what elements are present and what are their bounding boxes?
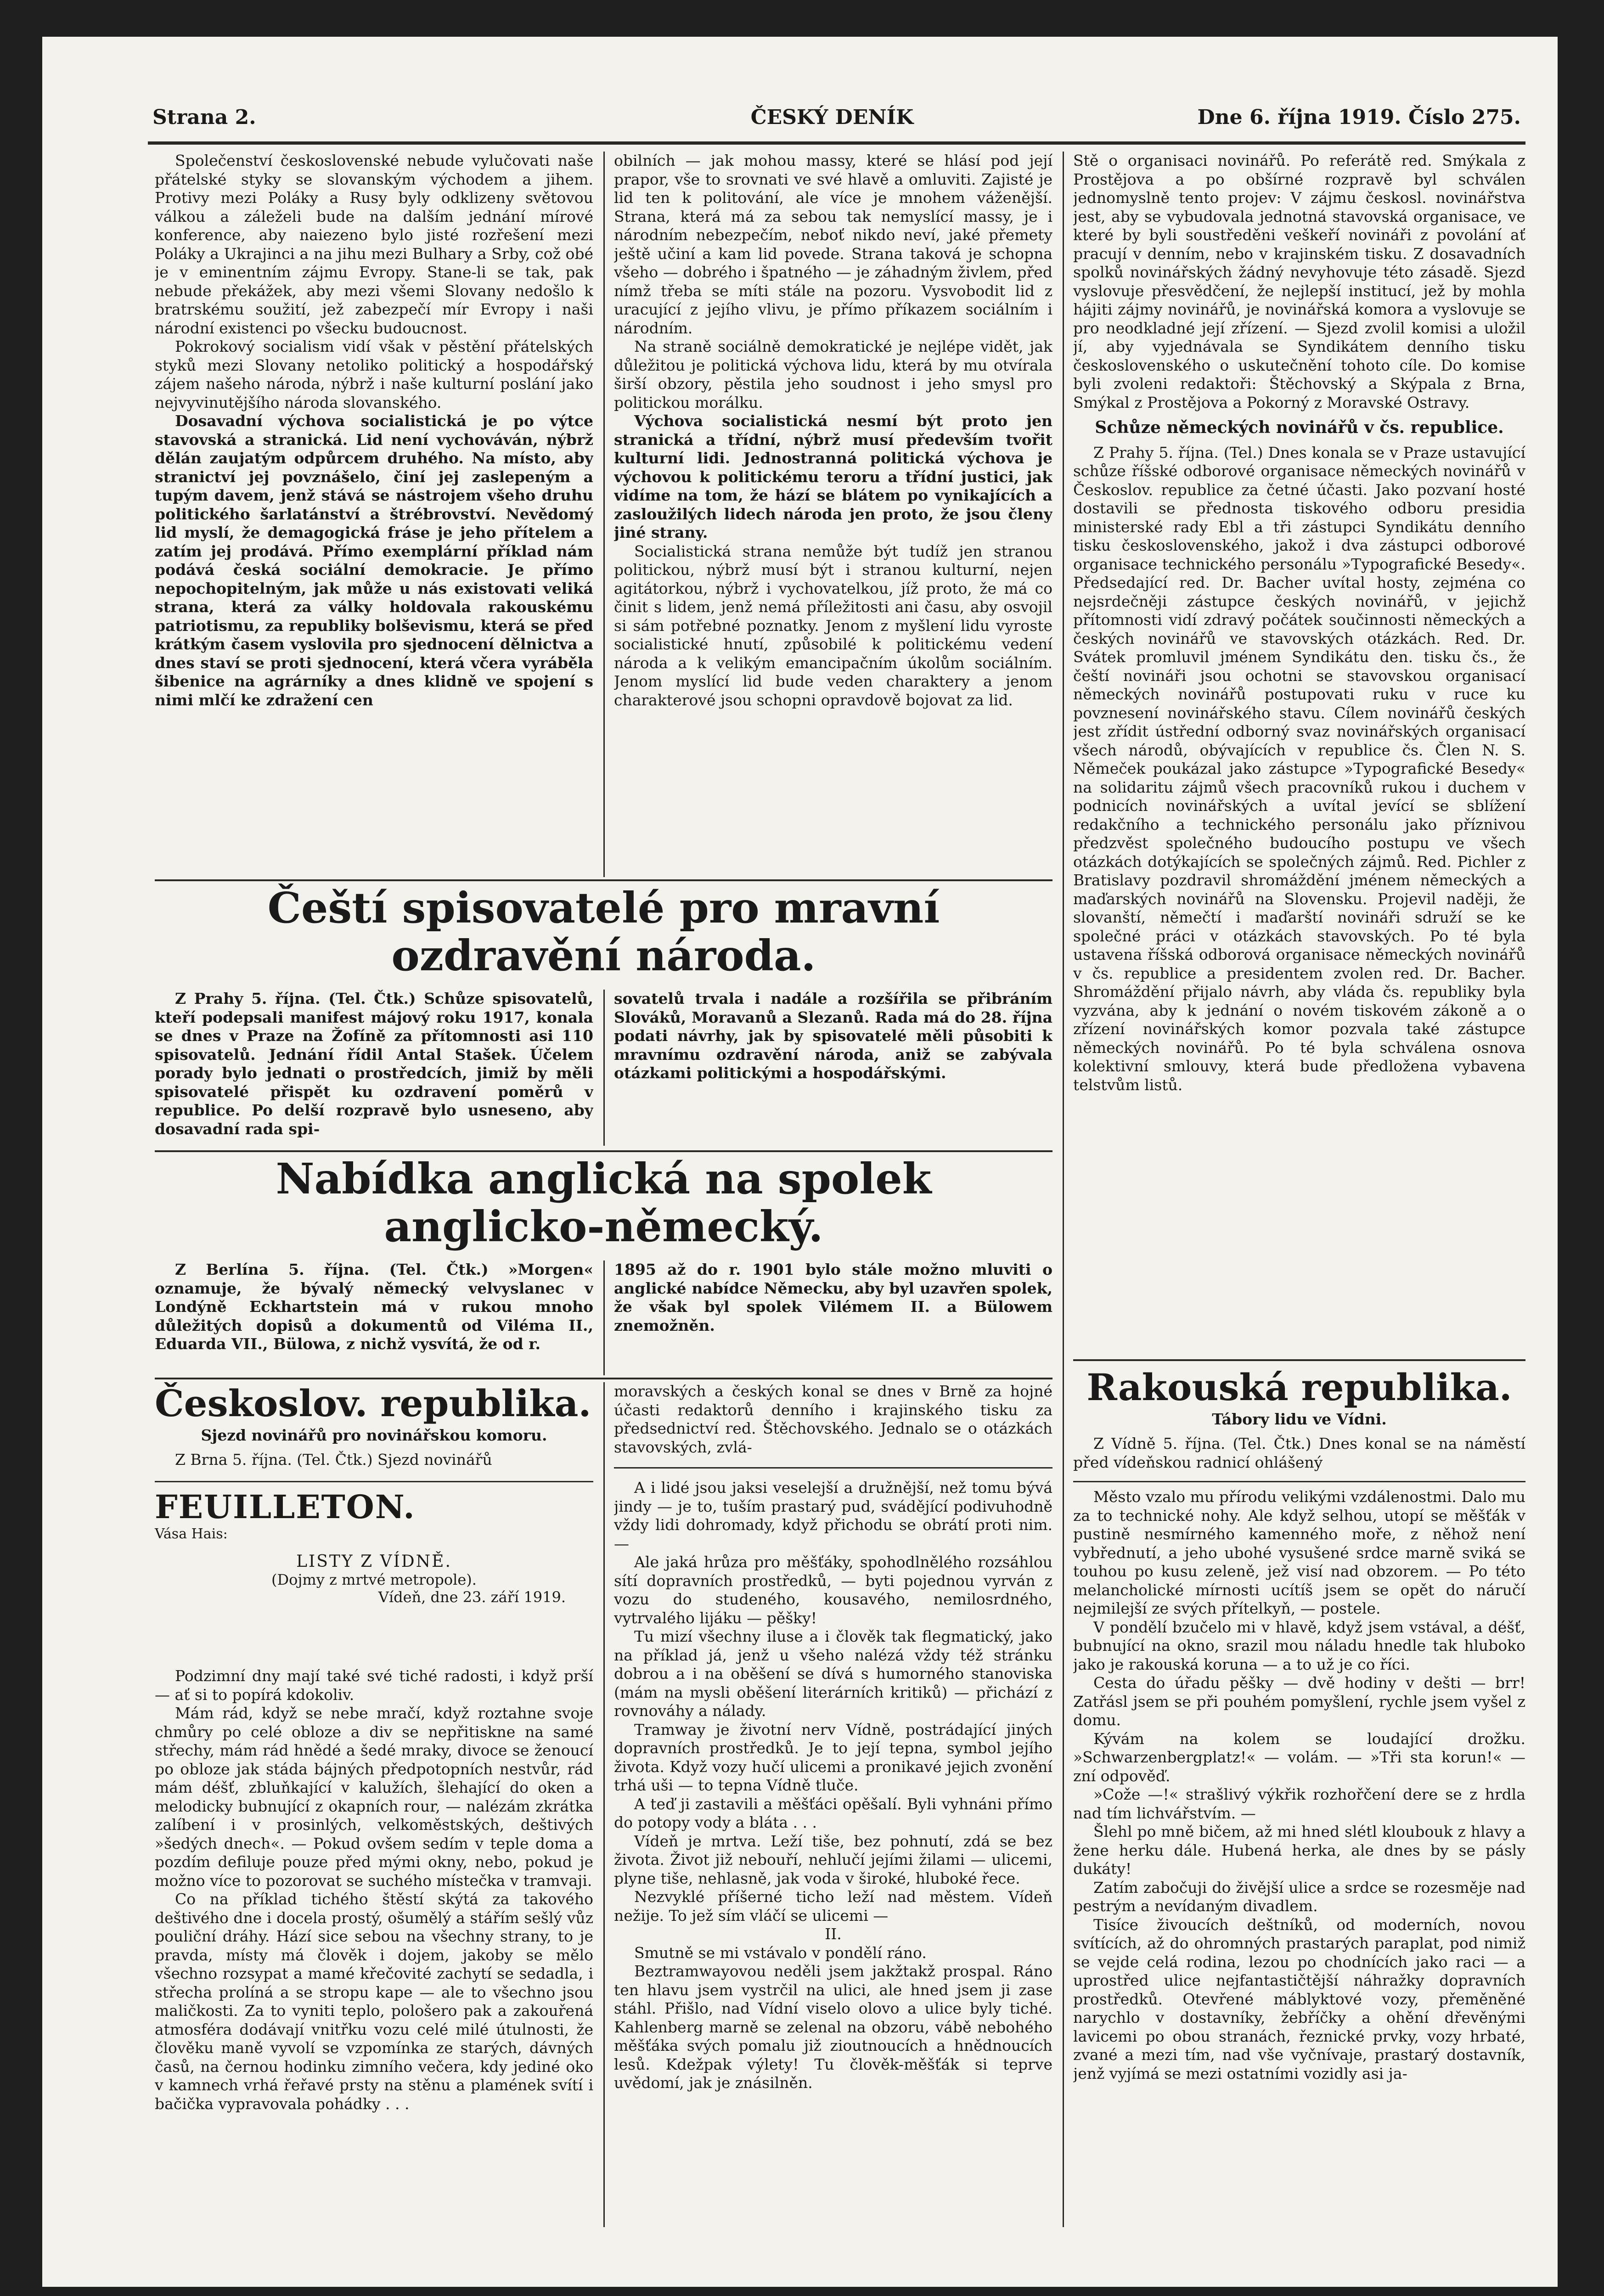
- section-rule: [1073, 1359, 1525, 1361]
- paragraph: Co na příklad tichého štěstí skýtá za takového deštivého dne i docela prostý, ošumělý a stářím sešlý vůz pouliční dráhy. Hází sice sebou na všechny strany, to je pravda, místy má člověk i dojem, jakoby se mělo všechno rozsypat a mamé křečovité zachytí se sedadla, i střecha prolíná a se stropu kape — ale to všechno jsou maličkosti. Za to vyniti teplo, pološero pak a zakouřená atmosféra dodávají vnitřku vozu celé milé útulnosti, že člověku maně vyvolí se vzpomínka ze starých, dávných časů, na černou hodinku zimního večera, kdy jediné oko v kamnech vrhá řeřavé prsty na stěnu a plamének svítí i bačička vypravovala pohádky . . .: [155, 1890, 593, 2113]
- feuilleton-col1: [155, 1667, 593, 2227]
- page-header: [152, 106, 1521, 142]
- header-rule: [148, 141, 1525, 145]
- section-title-rakouska: Rakouská republika.: [1086, 1366, 1512, 1409]
- paragraph: Z Vídně 5. října. (Tel. Čtk.) Dnes konal se na náměstí před vídeňskou radnicí ohlášený: [1073, 1435, 1525, 1471]
- paragraph: sovatelů trvala i nadále a rozšířila se přibráním Slováků, Moravanů a Slezanů. Rada má do 28. října podati návrhy, jak by spisovatelé měli působiti k mravnímu ozdravění národa, aniž se zabývala otázkami politickými a hospodářskými.: [614, 990, 1052, 1082]
- paragraph: Tisíce živoucích deštníků, od moderních, novou svítících, až do ohromných prastarých paraplat, pod nimiž se vejde celá rodina, lezou po chodnících jako raci — a uprostřed ulice nejfantastičtější náhražky dopravních prostředků. Otevřené máblyktové vozy, přeměněné narychlo v dostavníky, žebříčky a ohění dřevěnými lavicemi po obou stranách, řeznické prvky, vozy hrbaté, zvané a mezi tím, nad vše vyčnívaje, prastarý dostavník, jenž vyjímá se mezi ostatními vozidly asi ja-: [1073, 1915, 1525, 2082]
- paragraph: Vídeň je mrtva. Leží tiše, bez pohnutí, zdá se bez života. Život již nebouří, nehlučí jejími žilami — ulicemi, plyne tiše, nehlasně, jak voda v široké, hluboké řece.: [614, 1832, 1052, 1887]
- paragraph: Město vzalo mu přírodu velikými vzdálenostmi. Dalo mu za to technické nohy. Ale když selhou, utopí se měšťák v pustině nesmírného kamenného moře, z něhož není vybřednutí, a jeho ubohé vysušené srdce marně sviká se touhou po kusu zeleně, jež visí nad obzorem. — Po této melancholické mírnosti ucítíš jsem se opět do náručí nejmilejší ze svých přítelkyň, — postele.: [1073, 1488, 1525, 1617]
- nabidka-col2: [614, 1261, 1052, 1375]
- rakouska-lead: [1073, 1435, 1525, 1472]
- section-title-ceskoslov: Českoslov. republika.: [155, 1382, 591, 1425]
- paragraph: Mám rád, když se nebe mračí, když roztahne svoje chmůry po celé obloze a div se nepřitiskne na samé střechy, mám rád hnědé a šedé mraky, divoce se ženoucí po obloze jak stáda bájných předpotopních nestvůr, rád mám déšť, zbluňkající v kalužích, šlehající do oken a melodicky bubnující z okapních rour, — nalézám zkrátka zalíbení i v prosinlých, velkoměstských, deštivých »šedých dnech«. — Pokud ovšem sedím v teple doma a pozdím defiluje pouze před mými okny, nebo, pokud je možno více to pozorovat se suchého místečka v tramvaji.: [155, 1704, 593, 1890]
- paragraph: A i lidé jsou jaksi veselejší a družnější, než tomu bývá jindy — je to, tuším prastarý pud, svádějící podivuhodně vždy lidi dohromady, když přichodu se obrátí proti nim. —: [614, 1479, 1052, 1553]
- section-rule: [155, 1150, 1052, 1152]
- ceskoslov-section: [155, 1382, 593, 1469]
- headline-line: ozdravění národa.: [391, 931, 816, 980]
- date-issue: Dne 6. října 1919. Číslo 275.: [1197, 106, 1521, 129]
- rakouska-section: [1073, 1366, 1525, 1472]
- paragraph: A teď ji zastavili a měšťáci opěšalí. Byli vyhnáni přímo do potopy vody a bláta . . .: [614, 1795, 1052, 1831]
- paragraph: Kývám na kolem se loudající drožku. »Schwarzenbergplatz!« — volám. — »Tři sta korun!« — zní odpověď.: [1073, 1729, 1525, 1785]
- paragraph: Tu mizí všechny iluse a i člověk tak flegmatický, jako na příklad já, jenž u všeho nalézá vždy též stránku dobrou a i na oběšení se dívá s humorného stanoviska (mám na mysli oběšení literárních kritiků) — přichází z rovnováhy a nálady.: [614, 1627, 1052, 1720]
- paragraph: Zatím zabočuji do živější ulice a srdce se rozesměje nad pestrým a nevídaným divadlem.: [1073, 1878, 1525, 1915]
- feuilleton-head: [155, 1488, 593, 1606]
- feuilleton-datum: Vídeň, dne 23. září 1919.: [378, 1588, 566, 1606]
- paragraph: Smutně se mi vstávalo v pondělí ráno.: [634, 1943, 927, 1962]
- paragraph: »Cože —!« strašlivý výkřik rozhořčení dere se z hrdla nad tím lichvářstvím. —: [1073, 1785, 1525, 1822]
- paragraph: Na straně sociálně demokratické je nejlépe vidět, jak důležitou je politická výchova lidu, která by mu otvírala širší obzory, pěstila jeho soudnost i jeho smysl pro politickou morálku.: [614, 338, 1052, 411]
- paragraph: Z Prahy 5. října. (Tel.) Dnes konala se v Praze ustavující schůze říšské odborové organisace německých novinářů v Českoslov. republice za četné účasti. Jako pozvaní hosté dostavili se přednosta tiskového odboru presidia ministerské rady Ebl a tři zástupci Syndikátu denního tisku československého, jakož i dva zástupci odborové organisace technického personálu »Typografické Besedy«. Předsedající red. Dr. Bacher uvítal hosty, zejména co nejsrdečněji zástupce českých novinářů, v jejichž přítomnosti vidí zdravý počátek součinnosti německých a českých novinářů ve stavovských otázkách. Red. Dr. Svátek promluvil jménem Syndikátu den. tisku čs., že čeští novináři jsou ochotni se stavovskou organisací německých novinářů postupovati ruku v ruce ku povznesení novinářského stavu. Cílem novinářů českých jest zřídit ústřední odborný svaz novinářských organisací všech národů, obývajících v republice čs. Člen N. S. Němeček poukázal jako zástupce »Typografické Besedy« na solidaritu zájmů všech pracovníků rukou i duchem v podnicích novinářských a uvítal jevící se sblížení redakčního a technického personálu jako příznivou předzvěst společného budoucího postupu ve všech otázkách dotýkajících se společných zájmů. Red. Pichler z Bratislavy pozdravil shromáždění jménem německých a maďarských novinářů na Slovensku. Projevil naději, že slovanští, němečtí i maďarští novináři sdruží se ke společné práci v otázkách stavovských. Po té byla ustavena říšská odborová organisace německých novinářů v čs. republice a presidentem zvolen red. Dr. Bacher. Shromáždění přijalo návrh, aby vláda čs. republiky byla vyzvána, aby k jednání o novém tiskovém zákoně a o zřízení novinářských komor pozvala také zástupce německých novinářů. Po té byla schválena osnova kolektivní smlouvy, která bude předložena vybavena telstvům listů.: [1073, 443, 1525, 1094]
- paragraph: 1895 až do r. 1901 bylo stále možno mluviti o anglické nabídce Německu, aby byl uzavřen spolek, že však byl spolek Vilémem II. a Bülowem znemožněn.: [614, 1261, 1052, 1334]
- cesti-col1: [155, 990, 593, 1146]
- paragraph: V pondělí bzučelo mi v hlavě, když jsem vstával, a déšť, bubnující na okno, srazil mou náladu hnedle tak hluboko jako je rakouská koruna — a to už je co říci.: [1073, 1618, 1525, 1673]
- headline-line: anglicko-německý.: [384, 1202, 823, 1251]
- feuilleton-author: Vása Hais:: [155, 1526, 228, 1542]
- column-rule: [603, 1382, 605, 2227]
- section-rule: [614, 1467, 1052, 1469]
- right-column-top: [1073, 152, 1525, 1391]
- paragraph: Stě o organisaci novinářů. Po referátě red. Smýkala z Prostějova a po obšírné rozpravě byl schválen jednomyslně tento projev: V zájmu českosl. novinářstva jest, aby se vybudovala jednotná stavovská organisace, ve které by byli soustředěni veškeří novináři z povolání ať pracují v denním, nebo v krajinském tisku. Z dosavadních spolků novinářských žádný nevyhovuje této zásadě. Sjezd vyslovuje přesvědčení, že nejlepší institucí, jež by mohla hájiti zájmy novinářů, je novinářská komora a vyslovuje se pro neodkladné její zřízení. — Sjezd zvolil komisi a uložil jí, aby vyjednávala se Syndikátem denního tisku československého o uskutečnění tohoto cíle. Do komise byli zvoleni redaktoři: Štěchovský a Skýpala z Brna, Smýkal z Prostějova a Pokorný z Moravské Ostravy.: [1073, 152, 1525, 411]
- paragraph: moravských a českých konal se dnes v Brně za hojné účasti redaktorů denního i krajinského tisku za předsednictví red. Štěchovského. Jednalo se o otázkách stavovských, zvlá-: [614, 1382, 1052, 1456]
- feuilleton-col2: [614, 1479, 1052, 2227]
- masthead: ČESKÝ DENÍK: [750, 106, 914, 129]
- paragraph: Nezvyklé příšerné ticho leží nad městem. Vídeň nežije. To jež sím vláčí se ulicemi —: [614, 1888, 1052, 1925]
- paragraph: Pokrokový socialism vidí však v pěstění přátelských styků mezi Slovany netoliko politický a hospodářský zájem našeho národa, nýbrž i naše kulturní poslání jako nejvyvinutějšího národa slovanského.: [155, 338, 593, 411]
- newspaper-page: [42, 37, 1558, 2287]
- paragraph: Dosavadní výchova socialistická je po výtce stavovská a stranická. Lid není vychováván, nýbrž dělán zaujatým odpůrcem druhého. Na místo, aby stranictví jej povznášelo, činí jej zaslepeným a tupým davem, jenž stává se nástrojem všeho druhu politického šarlatánství a štrébrovství. Nevědomý lid myslí, že demagogická fráse je jeho přítelem a zatím jej prodává. Přímo exemplární příklad nám podává česká sociální demokracie. Je přímo nepochopitelným, jak může u nás existovati veliká strana, která za války holdovala rakouskému patriotismu, za republiky bolševismu, která se před krátkým časem vyslovila pro sjednocení dělnictva a dnes staví se proti sjednocení, která včera vyráběla šibenice na agrárníky a dnes klidně ve spojení s nimi mlčí ke zdražení cen: [155, 412, 593, 709]
- subhead-sjezd: Sjezd novinářů pro novinářskou komoru.: [201, 1426, 547, 1444]
- paragraph: Socialistická strana nemůže být tudíž jen stranou politickou, nýbrž musí být i stranou kulturní, nejen agitátorkou, nýbrž i vychovatelkou, jíž proto, že má co činit s lidem, jenž nemá příležitosti ani času, aby osvojil si sám potřebné poznatky. Jenom z myšlení lidu vyroste socialistické hnutí, způsobilé k politickému vedení národa a k velikým emancipačním úkolům sociálním. Jenom myslící lid bude veden charaktery a jenom charakterové jsou schopni opravdově bojovat za lid.: [614, 542, 1052, 709]
- section-rule: [155, 1481, 593, 1482]
- subhead-tabory: Tábory lidu ve Vídni.: [1212, 1410, 1387, 1428]
- paragraph: Z Brna 5. října. (Tel. Čtk.) Sjezd novinářů: [175, 1451, 492, 1469]
- column-rule: [603, 990, 605, 1146]
- subhead-nemeckych-novinaru: Schůze německých novinářů v čs. republice.: [1095, 418, 1504, 437]
- section-rule: [1073, 1481, 1525, 1482]
- headline-nabidka-anglicka: [155, 1155, 1052, 1250]
- headline-cesti-spisovatele: [155, 884, 1052, 979]
- headline-line: Nabídka anglická na spolek: [276, 1154, 932, 1204]
- cesti-col2: [614, 990, 1052, 1146]
- section-rule: [155, 879, 1052, 881]
- feuilleton-listy: LISTY Z VÍDNĚ.: [296, 1552, 452, 1571]
- nabidka-col1: [155, 1261, 593, 1375]
- paragraph: Společenství československé nebude vylučovati naše přátelské styky se slovanským východem a jihem. Protivy mezi Poláky a Rusy byly odklizeny světovou válkou a záleželi bude na dalším jednání mírové konference, aby naiezeno bylo jisté rozřešení mezi Poláky a Ukrajinci a na jihu mezi Bulhary a Srby, což obé je v eminentním zájmu Evropy. Stane-li se tak, pak nebude překážek, aby mezi všemi Slovany nedošlo k bratrskému soužití, jež zabezpečí mír Evropy i naši národní existenci po všecku budoucnost.: [155, 152, 593, 337]
- top-article-col2: [614, 152, 1052, 875]
- paragraph: Šlehl po mně bičem, až mi hned slétl kloubouk z hlavy a žene herku dále. Hubená herka, ale dnes by se pásly dukáty!: [1073, 1823, 1525, 1878]
- paragraph: Z Berlína 5. října. (Tel. Čtk.) »Morgen« oznamuje, že bývalý německý velvyslanec v Londýně Eckhartstein má v rukou mnoho důležitých dopisů a dokumentů od Viléma II., Eduarda VII., Bülowa, z nichž vysvítá, že od r.: [155, 1261, 593, 1353]
- section-numeral: II.: [825, 1925, 842, 1943]
- paragraph: Z Prahy 5. října. (Tel. Čtk.) Schůze spisovatelů, kteří podepsali manifest májový roku 1917, konala se dnes v Praze na Žofíně za přítomnosti asi 110 spisovatelů. Jednání řídil Antal Stašek. Účelem porady bylo jednati o prostředcích, jimiž by měli spisovatelé přispět ku ozdravení poměrů v republice. Po delší rozpravě bylo usneseno, aby dosavadní rada spi-: [155, 990, 593, 1138]
- paragraph: Ale jaká hrůza pro měšťáky, spohodlnělého rozsáhlou sítí dopravních prostředků, — byti pojednou vyrván z vozu do studeného, kousavého, nemilosrdného, vytrvalého lijáku — pěšky!: [614, 1553, 1052, 1627]
- paragraph: Výchova socialistická nesmí být proto jen stranická a třídní, nýbrž musí především tvořit kulturní lidi. Jednostranná politická výchova je výchovou k politickému teroru a třídní justici, jak vidíme na tom, že hází se blátem po vynikajících a zasloužilých lidech národa jen proto, že jsou členy jiné strany.: [614, 412, 1052, 541]
- feuilleton-col3: [1073, 1488, 1525, 2227]
- paragraph: Cesta do úřadu pěšky — dvě hodiny v dešti — brr! Zatřásl jsem se při pouhém pomyšlení, rychle jsem vyšel z domu.: [1073, 1674, 1525, 1729]
- ceskoslov-continuation: [614, 1382, 1052, 1456]
- paragraph: Tramway je životní nerv Vídně, postrádající jiných dopravních prostředků. Je to její tepna, symbol jejího života. Když vozy hučí ulicemi a pronikavé jejich zvonění trhá uši — to tepna Vídně tluče.: [614, 1720, 1052, 1794]
- paragraph: Podzimní dny mají také své tiché radosti, i když prší — ať si to popírá kdokoliv.: [155, 1667, 593, 1704]
- paragraph: Beztramwayovou neděli jsem jakžtakž prospal. Ráno ten hlavu jsem vystrčil na ulici, ale hned jsem ji zase stáhl. Přišlo, nad Vídní viselo olovo a ulice byly tiché. Kahlenberg marně se zelenal na obzoru, vábě nebohého měšťáka svých pomalu již zioutnoucích a hnědnoucích lesů. Kdežpak výlety! Tu člověk-měšťák si teprve uvědomí, jak je znásilněn.: [614, 1962, 1052, 2092]
- feuilleton-dojmy: (Dojmy z mrtvé metropole).: [271, 1571, 477, 1588]
- column-rule: [603, 1261, 605, 1375]
- column-rule: [603, 152, 605, 877]
- feuilleton-title: FEUILLETON.: [155, 1488, 416, 1526]
- headline-line: Čeští spisovatelé pro mravní: [267, 883, 940, 933]
- column-rule: [1063, 152, 1064, 2227]
- section-rule: [155, 1378, 1052, 1379]
- paragraph: obilních — jak mohou massy, které se hlásí pod její prapor, vše to srovnati ve své hlavě a omluviti. Zajisté je lid ten k politování, ale více je mnohem váženější. Strana, která má za sebou tak nemyslící massy, je i národním nebezpečím, neboť nikdo neví, jaké přemety ještě učiní a kam lid povede. Strana taková je schopna všeho — dobrého i špatného — je záhadným živlem, před nímž třeba se míti stále na pozoru. Vysvobodit lid z uracující z jejího vlivu, je přímo příkazem sociálním i národním.: [614, 152, 1052, 337]
- page-number: Strana 2.: [152, 106, 256, 129]
- top-article-col1: [155, 152, 593, 875]
- ceskoslov-body: [155, 1451, 593, 1469]
